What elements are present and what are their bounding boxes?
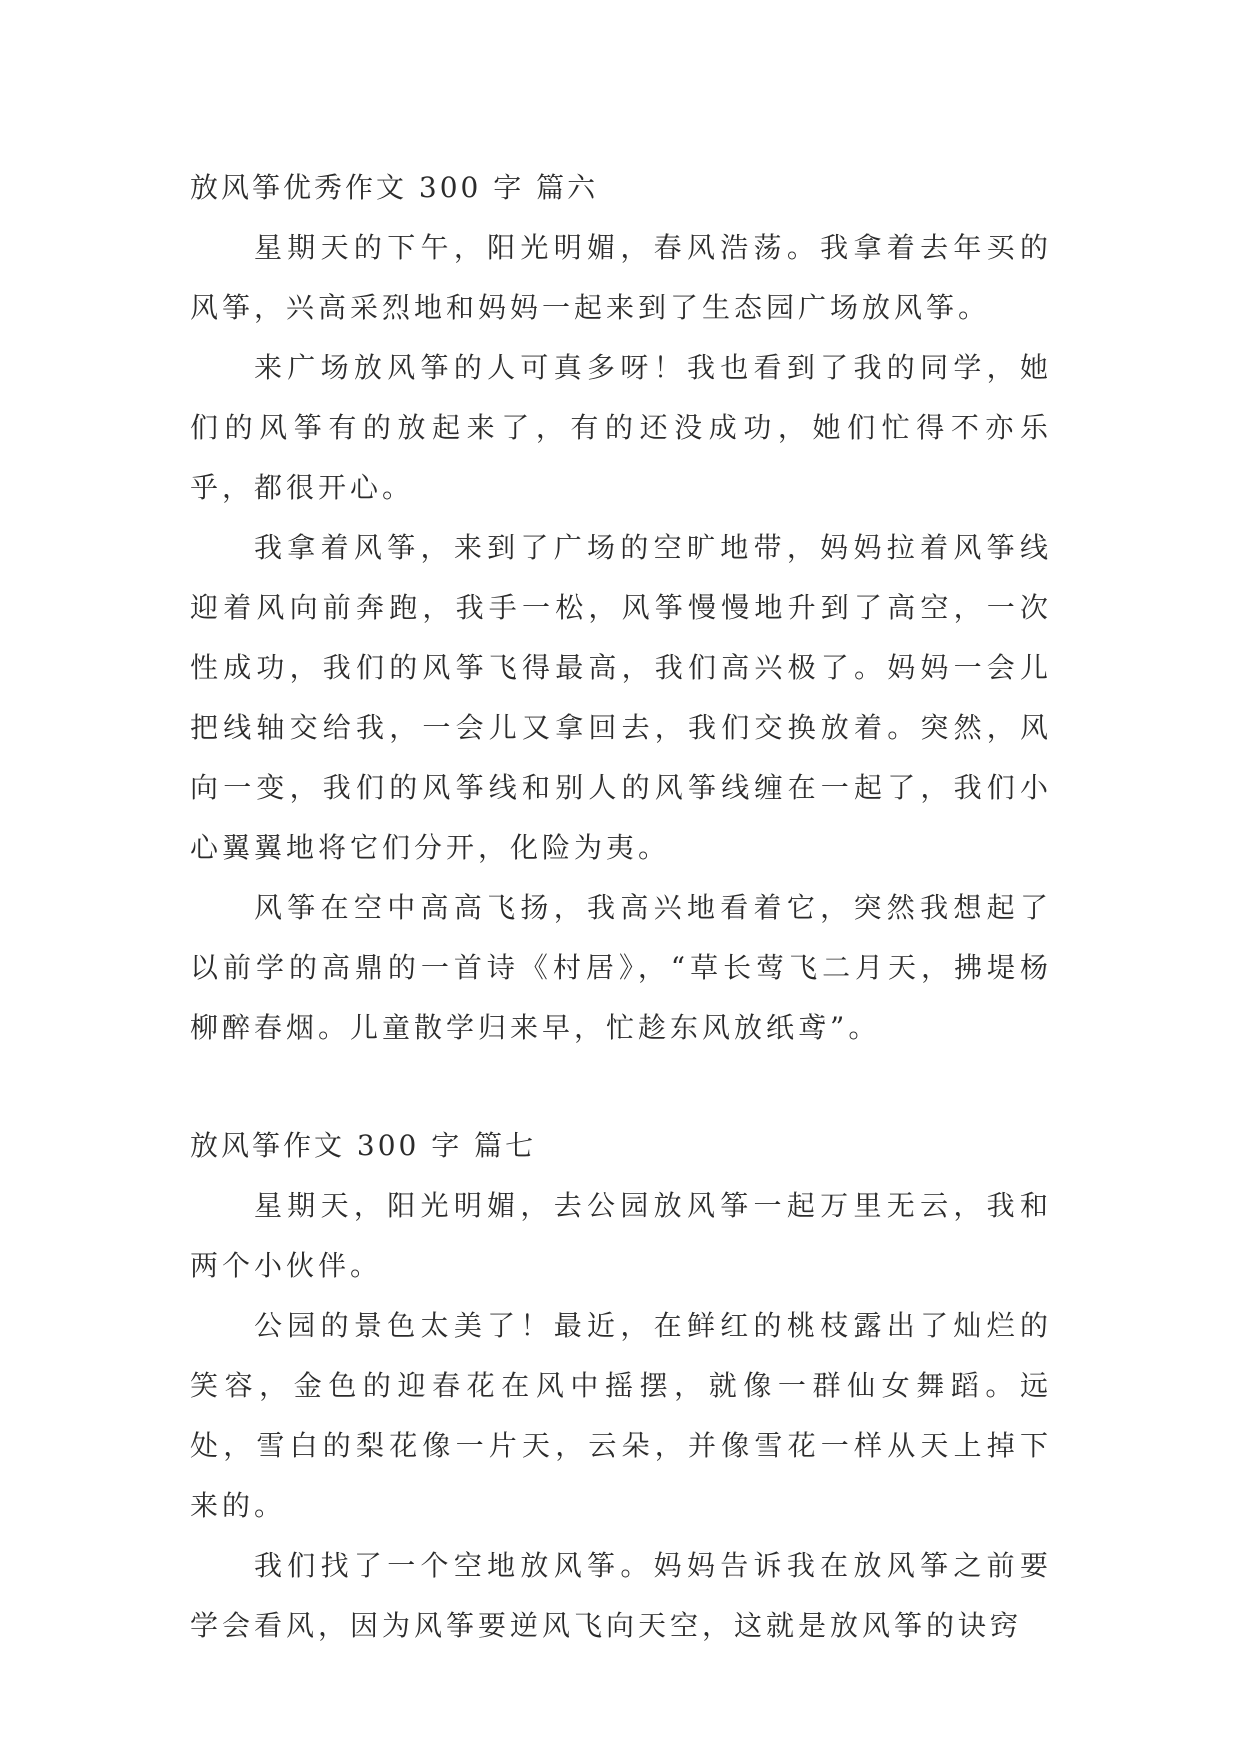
essay-paragraph: 我拿着风筝，来到了广场的空旷地带，妈妈拉着风筝线迎着风向前奔跑，我手一松，风筝慢慢地升到了高空，一次性成功，我们的风筝飞得最高，我们高兴极了。妈妈一会儿把线轴交给我，一会儿又拿回去，我们交换放着。突然，风向一变，我们的风筝线和别人的风筝线缠在一起了，我们小心翼翼地将它们分开，化险为夷。: [190, 531, 1052, 864]
essay-section-7: [190, 1116, 1052, 1656]
essay-title: 放风筝作文 300 字 篇七: [190, 1129, 537, 1162]
section-spacer: [190, 1058, 1052, 1116]
essay-paragraph: 来广场放风筝的人可真多呀！我也看到了我的同学，她们的风筝有的放起来了，有的还没成功，她们忙得不亦乐乎，都很开心。: [190, 351, 1052, 504]
essay-paragraph: 星期天，阳光明媚，去公园放风筝一起万里无云，我和两个小伙伴。: [190, 1189, 1052, 1282]
essay-section-6: [190, 158, 1052, 1058]
essay-paragraph: 星期天的下午，阳光明媚，春风浩荡。我拿着去年买的风筝，兴高采烈地和妈妈一起来到了生态园广场放风筝。: [190, 231, 1052, 324]
document-body: [190, 158, 1052, 1656]
essay-paragraph: 我们找了一个空地放风筝。妈妈告诉我在放风筝之前要学会看风，因为风筝要逆风飞向天空，这就是放风筝的诀窍: [190, 1549, 1052, 1642]
essay-paragraph: 公园的景色太美了！最近，在鲜红的桃枝露出了灿烂的笑容，金色的迎春花在风中摇摆，就像一群仙女舞蹈。远处，雪白的梨花像一片天，云朵，并像雪花一样从天上掉下来的。: [190, 1309, 1052, 1522]
essay-paragraph: 风筝在空中高高飞扬，我高兴地看着它，突然我想起了以前学的高鼎的一首诗《村居》，“草长莺飞二月天，拂堤杨柳醉春烟。儿童散学归来早，忙趁东风放纸鸢”。: [190, 891, 1052, 1044]
essay-title: 放风筝优秀作文 300 字 篇六: [190, 171, 599, 204]
